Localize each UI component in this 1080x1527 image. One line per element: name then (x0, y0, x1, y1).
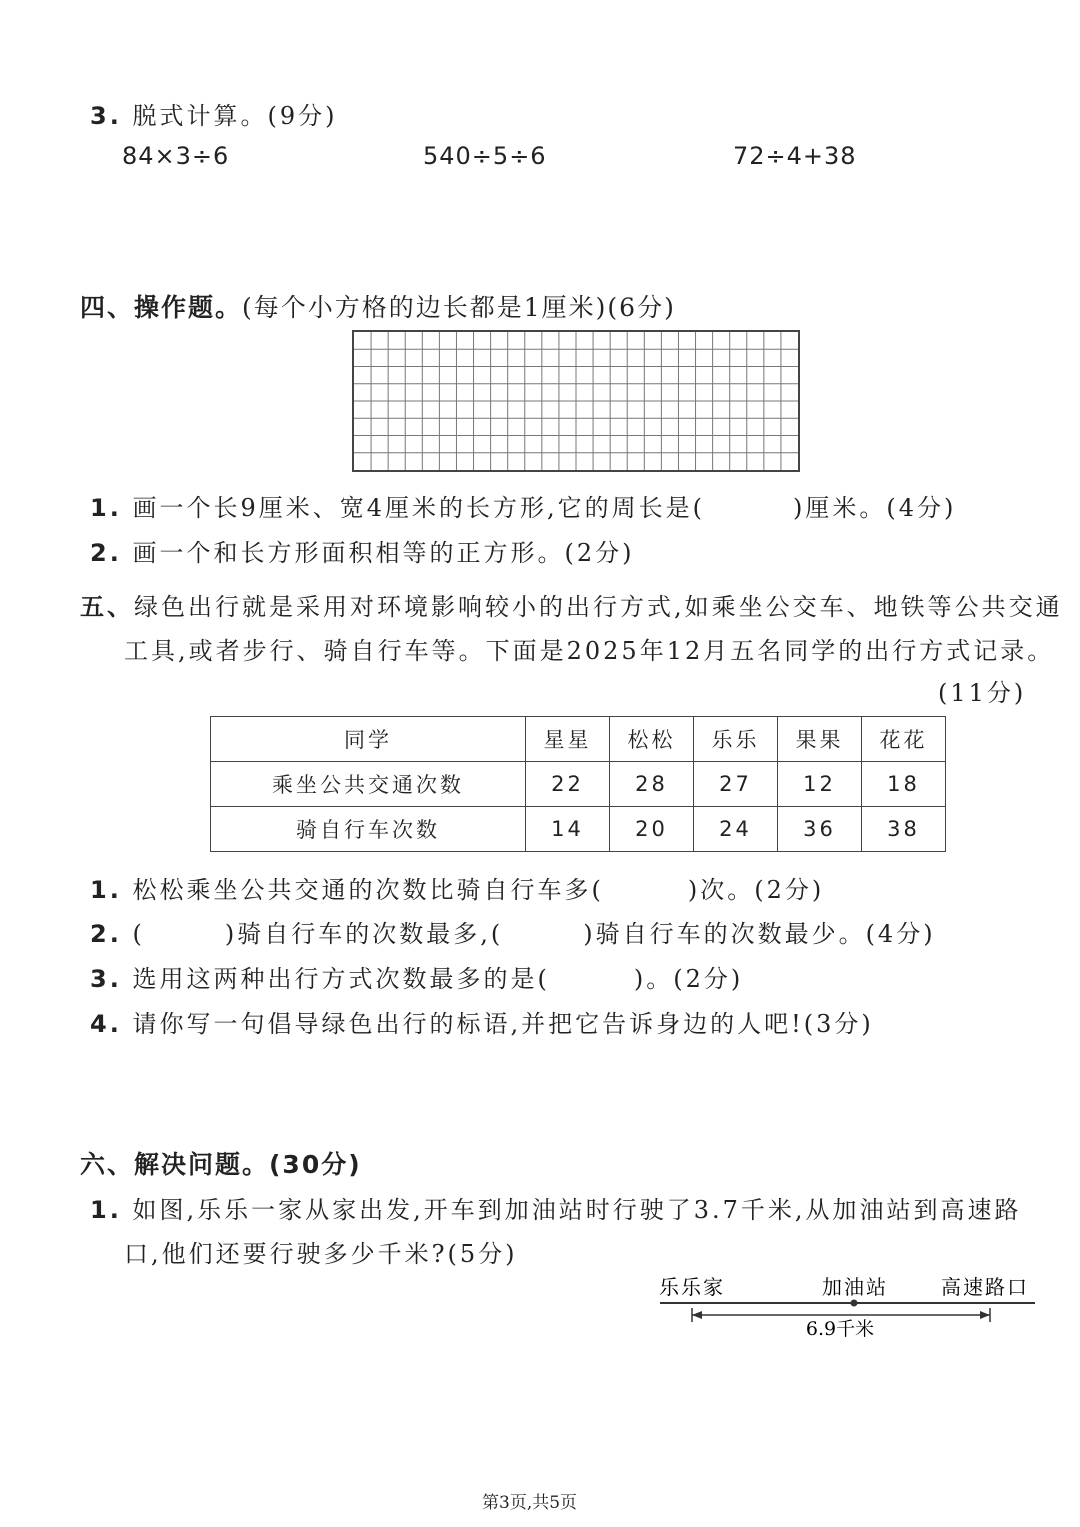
arrow-right-icon (980, 1311, 990, 1319)
table-cell: 36 (778, 807, 862, 852)
student-name: 松松 (610, 717, 694, 762)
square-grid (352, 330, 800, 472)
item-text: 如图,乐乐一家从家出发,开车到加油站时行驶了3.7千米,从加油站到高速路 (132, 1196, 1022, 1224)
item-text: 选用这两种出行方式次数最多的是( (132, 965, 550, 993)
q3-expression-3: 72÷4+38 (733, 142, 857, 170)
item-text: 松松乘坐公共交通的次数比骑自行车多( (132, 876, 604, 904)
student-name: 花花 (862, 717, 946, 762)
section5-item-3 (90, 959, 743, 994)
table-header-row (211, 717, 946, 762)
arrow-left-icon (692, 1311, 702, 1319)
item-number: 1. (90, 494, 122, 522)
section4-heading-line (80, 288, 676, 324)
table-cell: 12 (778, 762, 862, 807)
section5-line-1 (80, 587, 1063, 622)
row-label: 乘坐公共交通次数 (211, 762, 526, 807)
highway-entrance-label: 高速路口 (941, 1275, 1029, 1299)
home-label: 乐乐家 (659, 1275, 725, 1299)
student-name: 乐乐 (694, 717, 778, 762)
item-number: 1. (90, 1196, 122, 1224)
section4-heading: 四、操作题。 (80, 293, 243, 322)
q3-line (90, 96, 337, 131)
travel-record-table (210, 716, 946, 852)
q3-number: 3. (90, 102, 122, 130)
item-text: 画一个和长方形面积相等的正方形。(2分) (132, 539, 635, 567)
table-cell: 28 (610, 762, 694, 807)
item-text: 请你写一句倡导绿色出行的标语,并把它告诉身边的人吧!(3分) (132, 1010, 874, 1038)
section5-text-2: 工具,或者步行、骑自行车等。下面是2025年12月五名同学的出行方式记录。 (124, 637, 1055, 665)
row-label: 骑自行车次数 (211, 807, 526, 852)
student-name: 果果 (778, 717, 862, 762)
q3-expression-2: 540÷5÷6 (423, 142, 547, 170)
table-cell: 22 (526, 762, 610, 807)
page-footer: 第3页,共5页 (482, 1493, 578, 1513)
gas-station-label: 加油站 (822, 1275, 888, 1299)
q3-title: 脱式计算。(9分) (132, 102, 338, 130)
section5-item-4 (90, 1004, 874, 1039)
gas-station-dot (851, 1300, 858, 1307)
section6-q1-line-2: 口,他们还要行驶多少千米?(5分) (124, 1240, 518, 1268)
item-text-after: )次。(2分) (687, 876, 825, 904)
item-number: 3. (90, 965, 122, 993)
item-number: 2. (90, 539, 122, 567)
header-label: 同学 (211, 717, 526, 762)
distance-label: 6.9千米 (805, 1318, 875, 1340)
table-cell: 18 (862, 762, 946, 807)
section5-item-1 (90, 870, 824, 905)
section4-item-1 (90, 488, 956, 523)
student-name: 星星 (526, 717, 610, 762)
table-cell: 27 (694, 762, 778, 807)
section5-score: (11分) (938, 679, 1027, 707)
section4-item-2 (90, 533, 634, 568)
table-row (211, 762, 946, 807)
section6-heading (80, 1145, 362, 1181)
section5-heading: 五、 (80, 593, 134, 621)
q3-expression-1: 84×3÷6 (122, 142, 230, 170)
item-text-after: )。(2分) (633, 965, 744, 993)
item-text-after: )厘米。(4分) (793, 494, 957, 522)
section6-heading-text: 六、解决问题。(30分) (80, 1150, 362, 1179)
item-text: 画一个长9厘米、宽4厘米的长方形,它的周长是( (132, 494, 705, 522)
item-number: 4. (90, 1010, 122, 1038)
table-cell: 20 (610, 807, 694, 852)
table-cell: 24 (694, 807, 778, 852)
table-row (211, 807, 946, 852)
section5-item-2 (90, 914, 936, 949)
item-text-mid: )骑自行车的次数最多,( (224, 920, 504, 948)
section6-q1-line-1 (90, 1190, 1022, 1225)
distance-diagram (640, 1268, 1060, 1348)
table-cell: 38 (862, 807, 946, 852)
item-text: ( (132, 920, 145, 948)
item-number: 2. (90, 920, 122, 948)
table-cell: 14 (526, 807, 610, 852)
item-number: 1. (90, 876, 122, 904)
section4-note: (每个小方格的边长都是1厘米)(6分) (242, 293, 676, 322)
item-text-after: )骑自行车的次数最少。(4分) (583, 920, 936, 948)
section5-text-1: 绿色出行就是采用对环境影响较小的出行方式,如乘坐公交车、地铁等公共交通 (134, 593, 1063, 621)
